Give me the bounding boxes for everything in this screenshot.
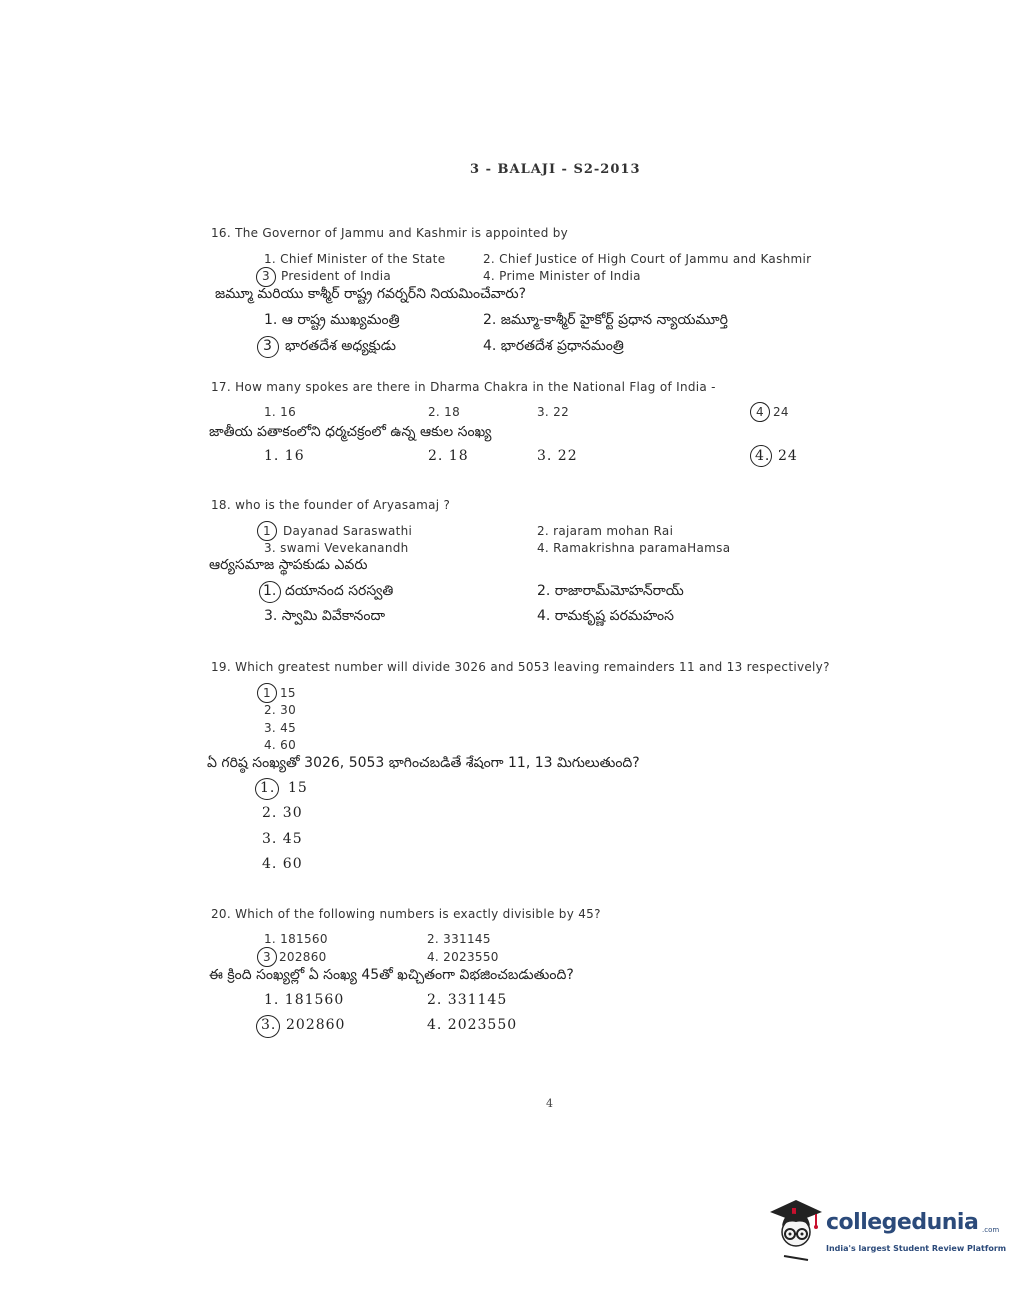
option-3-te: 3. 22: [537, 448, 578, 464]
question-text-en: 17. How many spokes are there in Dharma Chakra in the National Flag of India -: [211, 380, 716, 394]
option-1-en: Dayanad Saraswathi: [283, 524, 413, 538]
option-4-te: 4. రామకృష్ణ పరమహంస: [537, 608, 674, 624]
logo-wordmark: collegedunia: [826, 1210, 979, 1235]
option-3-te: 3. స్వామి వివేకానందా: [264, 608, 386, 624]
option-4-number: 4: [756, 405, 764, 419]
option-2-te: 2. రాజారామ్‌మోహన్‌రాయ్: [537, 583, 684, 599]
option-1-te-number: 1.: [263, 583, 277, 599]
option-4-te: 4. భారతదేశ ప్రధానమంత్రి: [483, 338, 624, 354]
question-text-te: ఆర్యసమాజ స్థాపకుడు ఎవరు: [209, 557, 368, 573]
option-4-te: 24: [778, 448, 798, 464]
option-4-en: 4. Ramakrishna paramaHamsa: [537, 541, 731, 555]
option-3-te: 3. 45: [262, 831, 303, 847]
option-2-en: 2. 331145: [427, 932, 491, 946]
logo-tagline: India's largest Student Review Platform: [826, 1244, 1007, 1253]
question-text-en: 16. The Governor of Jammu and Kashmir is appointed by: [211, 226, 569, 240]
option-2-te: 2. 331145: [427, 992, 508, 1008]
question-text-en: 18. who is the founder of Aryasamaj ?: [211, 498, 451, 512]
option-3-en: 3. swami Vevekanandh: [264, 541, 409, 555]
question-text-en: 19. Which greatest number will divide 3026 and 5053 leaving remainders 11 and 13 respectively?: [211, 660, 830, 674]
option-1-te: దయానంద సరస్వతి: [285, 583, 394, 599]
option-1-number: 1: [263, 686, 271, 700]
option-3-en: 3. 22: [537, 405, 570, 419]
collegedunia-logo[interactable]: [766, 1196, 1007, 1266]
option-2-te: 2. 18: [428, 448, 469, 464]
question-text-te: జమ్మూ మరియు కాశ్మీర్ రాష్ట్ర గవర్నర్‌ని నియమించేవారు?: [215, 286, 527, 302]
page-number: 4: [546, 1097, 553, 1110]
option-3-number: 3: [263, 950, 271, 964]
option-4-te-number: 4.: [755, 448, 771, 464]
option-3-en: 3. 45: [264, 721, 297, 735]
option-4-te: 4. 2023550: [427, 1017, 518, 1033]
student-mascot-icon: [766, 1196, 824, 1262]
logo-domain: .com: [982, 1226, 1000, 1234]
option-1-en: 1. Chief Minister of the State: [264, 252, 446, 266]
option-1-te: 15: [288, 780, 308, 796]
question-text-te: జాతీయ పతాకంలోని ధర్మచక్రంలో ఉన్న ఆకుల సంఖ్య: [209, 424, 492, 440]
option-1-number: 1: [263, 524, 271, 538]
option-4-en: 4. 2023550: [427, 950, 499, 964]
option-3-en: 202860: [279, 950, 327, 964]
option-1-te: 1. 181560: [264, 992, 345, 1008]
page-header: 3 - BALAJI - S2-2013: [470, 162, 641, 177]
option-4-en: 4. 60: [264, 738, 297, 752]
option-2-en: 2. 18: [428, 405, 461, 419]
option-1-te: 1. 16: [264, 448, 305, 464]
option-1-te-number: 1.: [260, 780, 276, 796]
option-4-en: 24: [773, 405, 789, 419]
option-3-te: 202860: [286, 1017, 346, 1033]
option-3-te-number: 3.: [261, 1017, 277, 1033]
option-4-te: 4. 60: [262, 856, 303, 872]
option-1-en: 1. 181560: [264, 932, 328, 946]
option-2-te: 2. జమ్మూ-కాశ్మీర్ హైకోర్ట్ ప్రధాన న్యాయమూర్తి: [483, 312, 728, 328]
option-3-te: భారతదేశ అధ్యక్షుడు: [285, 338, 396, 354]
question-text-te: ఏ గరిష్ఠ సంఖ్యతో 3026, 5053 భాగించబడితే శేషంగా 11, 13 మిగులుతుంది?: [207, 755, 640, 771]
question-text-en: 20. Which of the following numbers is exactly divisible by 45?: [211, 907, 601, 921]
option-3-en: President of India: [281, 269, 392, 283]
option-1-en: 15: [280, 686, 296, 700]
option-1-te: 1. ఆ రాష్ట్ర ముఖ్యమంత్రి: [264, 312, 400, 328]
question-text-te: ఈ క్రింది సంఖ్యల్లో ఏ సంఖ్య 45తో ఖచ్చితంగా విభజించబడుతుంది?: [209, 967, 574, 983]
option-2-te: 2. 30: [262, 805, 303, 821]
option-3-number: 3: [262, 269, 270, 283]
option-2-en: 2. rajaram mohan Rai: [537, 524, 674, 538]
option-3-te-number: 3: [263, 338, 272, 354]
option-4-en: 4. Prime Minister of India: [483, 269, 641, 283]
option-1-en: 1. 16: [264, 405, 297, 419]
option-2-en: 2. 30: [264, 703, 297, 717]
option-2-en: 2. Chief Justice of High Court of Jammu and Kashmir: [483, 252, 812, 266]
